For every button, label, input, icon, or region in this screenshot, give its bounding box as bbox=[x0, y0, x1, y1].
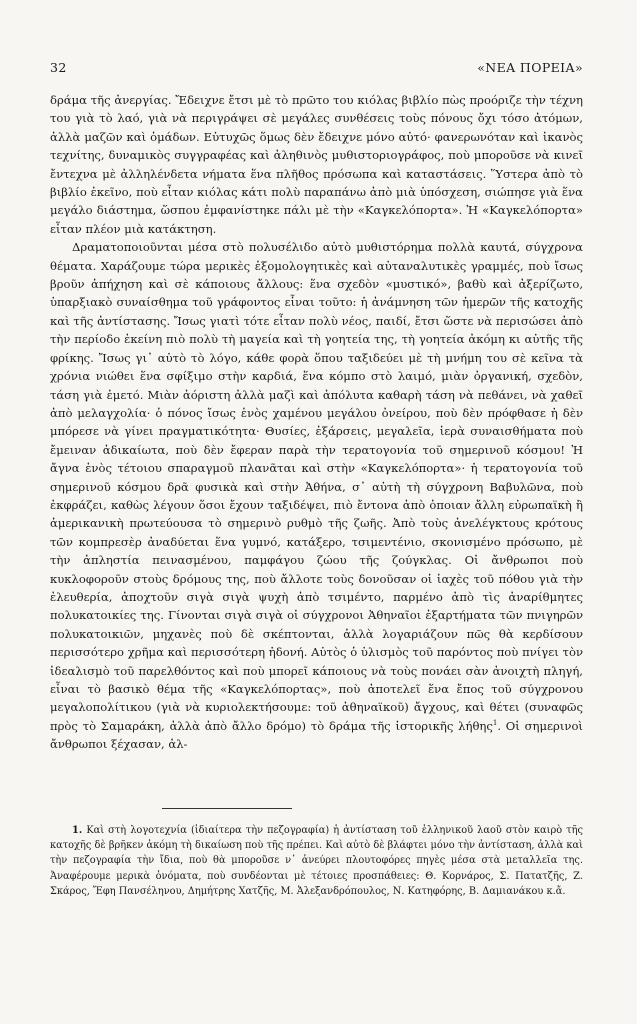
footnote-reference[interactable]: 1 bbox=[492, 718, 498, 727]
body-text bbox=[50, 91, 583, 754]
footnote-number: 1. bbox=[72, 824, 83, 836]
page-number: 32 bbox=[50, 60, 67, 75]
footnote bbox=[50, 823, 583, 900]
journal-title: «ΝΕΑ ΠΟΡΕΙΑ» bbox=[477, 60, 583, 75]
paragraph-1: δράμα τῆς ἀνεργίας. Ἔδειχνε ἔτσι μὲ τὸ πρῶτο του κιόλας βιβλίο πὼς προόριζε τὴν τέχνη του γιὰ τὸ λαό, γιὰ νὰ περιγράψει σὲ μεγάλες συνθέσεις τοὺς πόνους ὄχι τόσο ἀτόμων, ἀλλὰ μαζῶν καὶ ὁμάδων. Εὐτυχῶς ὅμως δὲν ἔδειχνε μόνο αὐτό· φανερωνόταν καὶ ἱκανὸς τεχνίτης, δυναμικὸς συγγραφέας καὶ ἀληθινὸς μυθιστοριογράφος, ποὺ μποροῦσε νὰ κινεῖ ἔντεχνα μὲ ἀλληλένδετα νήματα ἕνα πλῆθος πρόσωπα καὶ καταστάσεις. Ὕστερα ἀπὸ τὸ βιβλίο ἐκεῖνο, ποὺ εἶταν κιόλας κάτι πολὺ παραπάνω ἀπὸ μιὰ ὑπόσχεση, σιώπησε γιὰ ἕνα μεγάλο διάστημα, ὥσπου ἐμφανίστηκε πάλι μὲ τὴν «Καγκελόπορτα». Ἡ «Καγκελόπορτα» εἶταν πλέον μιὰ κατάκτηση. bbox=[50, 93, 583, 236]
paragraph-2 bbox=[50, 238, 583, 753]
footnote-divider bbox=[162, 808, 292, 809]
footnote-paragraph bbox=[50, 823, 583, 900]
paragraph-2-tail: . Οἱ σημερινοὶ ἄνθρωποι ξέχασαν, ἀλ- bbox=[50, 718, 583, 752]
footnote-text: Καὶ στὴ λογοτεχνία (ἰδιαίτερα τὴν πεζογραφία) ἡ ἀντίσταση τοῦ ἑλληνικοῦ λαοῦ στὸν καιρὸ τῆς κατοχῆς δὲ βρῆκεν ἀκόμη τὴ δικαίωση ποὺ τῆς πρέπει. Καὶ αὐτὸ δὲ βλάφτει μόνο τὴν ἀντίσταση, ἀλλὰ καὶ τὴν πεζογραφία τὴν ἴδια, ποὺ θὰ μποροῦσε ν᾽ ἀνεύρει πλουτοφόρες πηγὲς μέσα στὰ μεταλλεῖα της. Ἀναφέρουμε μερικὰ ὀνόματα, ποὺ συνδέονται μὲ τέτοιες προσπάθειες: Θ. Κορνάρος, Σ. Πατατζῆς, Ζ. Σκάρος, Ἔφη Πανσέληνου, Δημήτρης Χατζῆς, Μ. Ἀλεξανδρόπουλος, Ν. Κατηφόρης, Β. Δαμιανάκου κ.ἄ. bbox=[50, 824, 583, 898]
paragraph-2-text: Δραματοποιοῦνται μέσα στὸ πολυσέλιδο αὐτὸ μυθιστόρημα πολλὰ καυτά, σύγχρονα θέματα. Χαράζουμε τώρα μερικὲς ἐξομολογητικὲς καὶ αὐταναλυτικὲς γραμμές, ποὺ ἴσως βροῦν ἀπήχηση καὶ σὲ κάποιους ἄλλους: ἕνα σχεδὸν «μυστικό», βαθὺ καὶ ἀξερίζωτο, ὑπαρξιακὸ συναίσθημα τοῦ γράφοντος εἶναι τοῦτο: ἡ ἀνάμνηση τῶν ἡμερῶν τῆς κατοχῆς καὶ τῆς ἀντίστασης. Ἴσως γιατὶ τότε εἶταν πολὺ νέος, παιδί, ἔτσι ὥστε νὰ περισώσει ἀπὸ τὴν περίοδο ἐκείνη πιὸ πολὺ τὴ μαγεία καὶ τὴ γοητεία της, τὴ γοητεία ἀκόμη κι αὐτῆς τῆς φρίκης. Ἴσως γι᾽ αὐτὸ τὸ λόγο, κάθε φορὰ ὅπου ταξιδεύει μὲ τὴ μνήμη του σὲ κεῖνα τὰ χρόνια νιώθει ἕνα σφίξιμο στὴν καρδιά, ἕνα κόμπο στὸ λαιμό, μιὰν ὀργανική, σχεδὸν, τάση γιὰ ἐμετό. Μιὰν ἀόριστη ἀλλὰ μαζὶ καὶ ἀπόλυτα καθαρὴ τάση νὰ πεθάνει, νὰ χαθεῖ ἀπὸ μελαγχολία· ὁ πόνος ἴσως ἑνὸς χαμένου μεγάλου ὀνείρου, ποὺ δὲν πρόφθασε ἡ δὲν μπόρεσε νὰ γίνει πραγματικότητα· Θυσίες, ἐξάρσεις, μεγαλεῖα, ἱερὰ συναισθήματα ποὺ ἔμειναν ἀδικαίωτα, ποὺ δὲν ἔφεραν παρὰ τὴν τερατογονία τοῦ σημερινοῦ κόσμου! Ἡ ἄγνα ἑνὸς τέτοιου σπαραγμοῦ πλανᾶται καὶ στὴν «Καγκελόπορτα»· ἡ τερατογονία τοῦ σημερινοῦ κόσμου δρᾶ φυσικὰ καὶ στὴν Ἀθήνα, σ᾽ αὐτὴ τὴ σύγχρονη Βαβυλῶνα, ποὺ ἐκφράζει, καθὼς λέγουν ὅσοι ἔχουν ταξιδέψει, πιὸ ἔντονα ἀπὸ ὁποιαν ἄλλη εὐρωπαϊκὴ ἢ ἀμερικανικὴ πρωτεύουσα τὸ σημερινὸ ρυθμὸ τῆς ζωῆς. Ἀπὸ τοὺς ἀνελέγκτους κρότους τῶν κομπρεσὲρ ἀναδύεται ἕνα γυμνό, κατάξερο, τσιμεντένιο, σκονισμένο πρόσωπο, μὲ τὴν ἀπληστία πεινασμένου, παμφάγου ζώου τῆς ζούγκλας. Οἱ ἄνθρωποι ποὺ κυκλοφοροῦν στοὺς δρόμους της, ποὺ ἄλλοτε τοὺς δονοῦσαν οἱ ἰαχὲς τοῦ πόθου γιὰ τὴν ἐλευθερία, ἀποχτοῦν σιγὰ σιγὰ ψυχὴ ἀπὸ τσιμέντο, παρμένο ἀπὸ τὶς ἀναρίθμητες πολυκατοικίες της. Γίνονται σιγὰ σιγὰ οἱ σύγχρονοι Ἀθηναῖοι ἐξαρτήματα τῶν πνιγηρῶν πολυκατοικιῶν, μηχανὲς ποὺ δὲ σκέπτονται, ἀλλὰ λογαριάζουν πῶς θὰ κερδίσουν περισσότερο χρῆμα καὶ περισσότερη ἡδονή. Αὐτὸς ὁ ὑλισμὸς τοῦ παρόντος ποὺ πνίγει τὸν ἰδεαλισμὸ τοῦ παρελθόντος καὶ ποὺ μπορεῖ κάποιους νὰ τοὺς πονάει σὰν ἀνοιχτὴ πληγή, εἶναι τὸ βασικὸ θέμα τῆς «Καγκελόπορτας», ποὺ ἀποτελεῖ ἕνα ἔπος τοῦ σύγχρονου μεγαλοπολίτικου (γιὰ νὰ κυριολεκτήσουμε: τοῦ ἀθηναϊκοῦ) ἄγχους, καὶ θέτει (συναφῶς πρὸς τὸ Σαμαράκη, ἀλλὰ ἀπὸ ἄλλο δρόμο) τὸ δράμα τῆς ἱστορικῆς λήθης bbox=[50, 240, 583, 733]
page-header bbox=[50, 60, 583, 75]
